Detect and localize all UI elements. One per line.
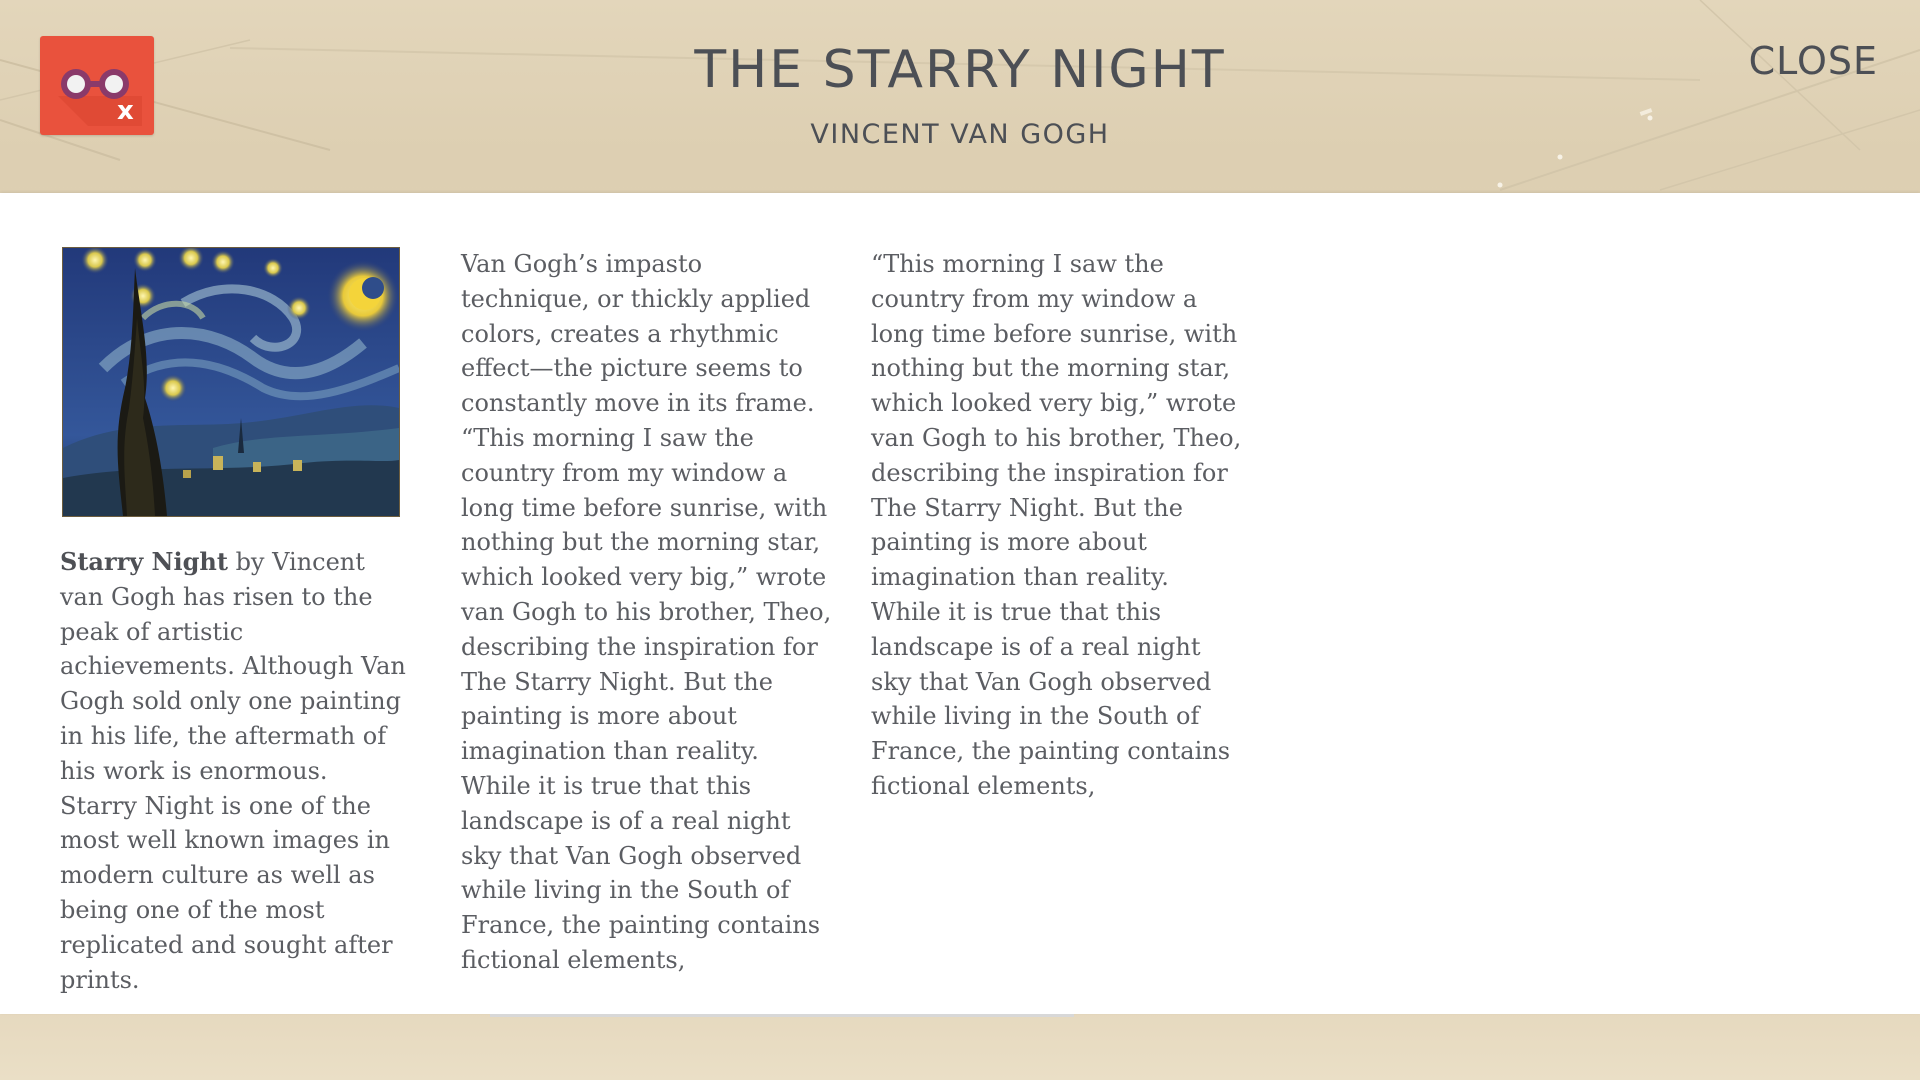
artist-name: VINCENT VAN GOGH [810,119,1110,150]
artwork-title: THE STARRY NIGHT [694,40,1226,100]
middle-column-text: Van Gogh’s impasto technique, or thickly applied colors, creates a rhythmic effect—the picture seems to constantly move in its frame. “This morning I saw the country from my window a long time before sunrise, with nothing but the morning star, which looked very big,” wrote van Gogh to his brother, Theo, describing the inspiration for The Starry Night. But the painting is more about imagination than reality. While it is true that this landscape is of a real night sky that Van Gogh observed while living in the South of France, the painting contains fictional elements, [461,250,832,974]
intro-paragraph [60,545,412,997]
intro-bold-title: Starry Night [60,547,228,576]
right-column-text: “This morning I saw the country from my window a long time before sunrise, with nothing but the morning star, which looked very big,” wrote van Gogh to his brother, Theo, describing the inspiration for The Starry Night. But the painting is more about imagination than reality. While it is true that this landscape is of a real night sky that Van Gogh observed while living in the South of France, the painting contains fictional elements, [871,250,1242,800]
close-button[interactable]: CLOSE [1748,39,1878,83]
panel-shadow [490,1014,1074,1017]
starry-night-image [62,247,400,517]
gallery-floor [0,1014,1920,1080]
starry-night-painting [63,248,399,516]
logo-x-mark: x [117,96,134,126]
intro-text: by Vincent van Gogh has risen to the peak of artistic achievements. Although Van Gogh sold only one painting in his life, the aftermath of his work is enormous. Starry Night is one of the most well known images in modern culture as well as being one of the most replicated and sought after prints. [60,548,406,994]
